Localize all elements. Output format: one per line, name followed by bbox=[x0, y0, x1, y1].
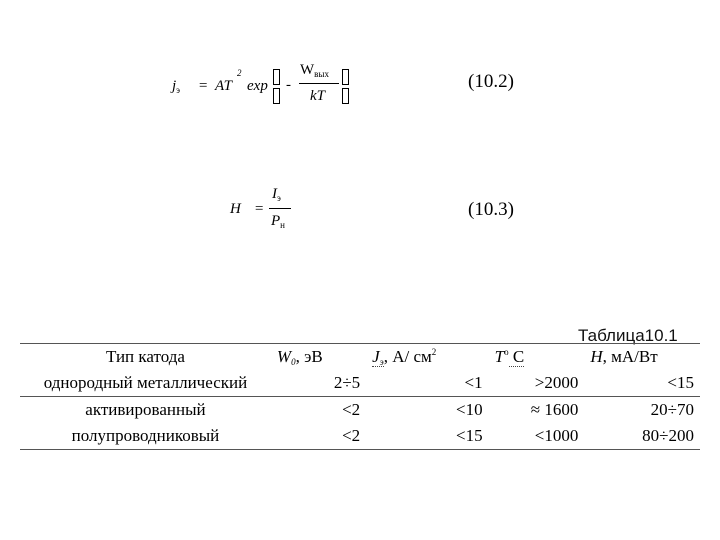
eq2-num-var: I bbox=[272, 186, 277, 202]
eq2-equals: = bbox=[254, 201, 265, 217]
eq2-den-var: P bbox=[271, 213, 281, 229]
eq2-number: (10.3) bbox=[468, 199, 514, 220]
cell-je: <10 bbox=[456, 400, 483, 419]
table-row bbox=[20, 397, 700, 424]
eq1-lhs-sub: э bbox=[176, 85, 181, 95]
eq2-lhs-var: H bbox=[230, 201, 241, 217]
table-row bbox=[20, 423, 700, 450]
eq1-func: exp bbox=[247, 78, 268, 94]
cell-h: 80÷200 bbox=[642, 426, 694, 445]
eq1-num-sub: вых bbox=[314, 69, 329, 79]
cell-je: <1 bbox=[464, 373, 483, 392]
eq1-lhs-var: j bbox=[172, 78, 177, 94]
cell-w0: 2÷5 bbox=[333, 373, 361, 392]
eq2-num-sub: э bbox=[277, 193, 281, 203]
eq2-fraction-line bbox=[269, 208, 291, 209]
cell-temp: ≈ 1600 bbox=[530, 400, 579, 419]
right-bracket-top-icon bbox=[342, 68, 349, 86]
cell-temp: <1000 bbox=[534, 426, 579, 445]
cell-type: полупроводниковый bbox=[71, 426, 220, 445]
eq1-num-var: W bbox=[300, 62, 315, 78]
cell-type: однородный металлический bbox=[43, 373, 248, 392]
header-temperature: $T^o$ С bbox=[494, 347, 525, 366]
table-header-row bbox=[20, 344, 700, 371]
table-row bbox=[20, 370, 700, 397]
cell-temp: >2000 bbox=[534, 373, 579, 392]
eq1-fraction-line bbox=[299, 83, 339, 84]
right-bracket-bottom-icon bbox=[342, 87, 349, 105]
header-efficiency: H, мА/Вт bbox=[590, 347, 658, 366]
table-caption: Таблица10.1 bbox=[578, 326, 678, 345]
cell-w0: <2 bbox=[342, 400, 361, 419]
eq1-power: 2 bbox=[237, 68, 242, 78]
header-cathode-type: Тип катода bbox=[105, 347, 185, 366]
eq2-den-sub: н bbox=[280, 220, 285, 230]
eq1-equals: = bbox=[198, 78, 209, 94]
cell-h: 20÷70 bbox=[650, 400, 694, 419]
eq1-denominator: kT bbox=[310, 88, 325, 104]
cell-h: <15 bbox=[667, 373, 694, 392]
eq1-number: (10.2) bbox=[468, 71, 514, 92]
cell-je: <15 bbox=[456, 426, 483, 445]
cell-w0: <2 bbox=[342, 426, 361, 445]
header-current-density: Jэ, А/ $см^2$ bbox=[372, 347, 437, 367]
header-work-function: W0, эВ bbox=[276, 347, 323, 367]
eq1-minus: - bbox=[286, 77, 291, 93]
cathode-table bbox=[20, 343, 700, 450]
eq1-coef: AT bbox=[215, 78, 232, 94]
left-bracket-bottom-icon bbox=[273, 87, 280, 105]
cell-type: активированный bbox=[85, 400, 206, 419]
left-bracket-top-icon bbox=[273, 68, 280, 86]
